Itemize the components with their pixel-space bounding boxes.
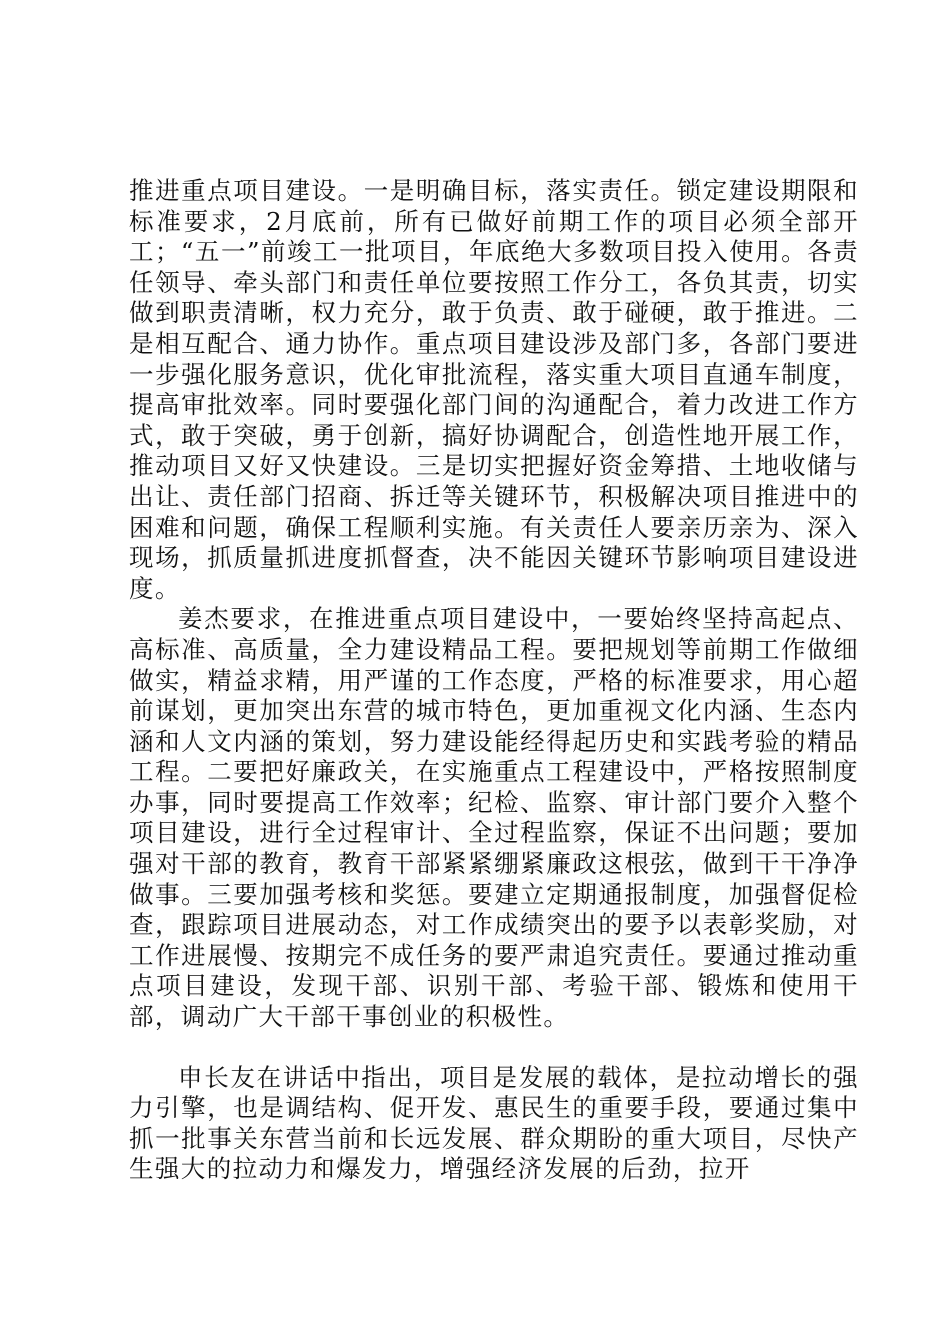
paragraph-2: 姜杰要求，在推进重点项目建设中，一要始终坚持高起点、高标准、高质量，全力建设精品工程。要把规划等前期工作做细做实，精益求精，用严谨的工作态度，严格的标准要求，用心超前谋划，更加突出东营的城市特色，更加重视文化内涵、生态内涵和人文内涵的策划，努力建设能经得起历史和实践考验的精品工程。二要把好廉政关，在实施重点工程建设中，严格按照制度办事，同时要提高工作效率；纪检、监察、审计部门要介入整个项目建设，进行全过程审计、全过程监察，保证不出问题；要加强对干部的教育，教育干部紧紧绷紧廉政这根弦，做到干干净净做事。三要加强考核和奖惩。要建立定期通报制度，加强督促检查，跟踪项目进展动态，对工作成绩突出的要予以表彰奖励，对工作进展慢、按期完不成任务的要严肃追究责任。要通过推动重点项目建设，发现干部、识别干部、考验干部、锻炼和使用干部，调动广大干部干事创业的积极性。 [129, 604, 859, 1032]
document-body [129, 176, 859, 1185]
paragraph-1: 推进重点项目建设。一是明确目标，落实责任。锁定建设期限和标准要求，2月底前，所有已做好前期工作的项目必须全部开工；“五一”前竣工一批项目，年底绝大多数项目投入使用。各责任领导、牵头部门和责任单位要按照工作分工，各负其责，切实做到职责清晰，权力充分，敢于负责、敢于碰硬，敢于推进。二是相互配合、通力协作。重点项目建设涉及部门多，各部门要进一步强化服务意识，优化审批流程，落实重大项目直通车制度，提高审批效率。同时要强化部门间的沟通配合，着力改进工作方式，敢于突破，勇于创新，搞好协调配合，创造性地开展工作，推动项目又好又快建设。三是切实把握好资金筹措、土地收储与出让、责任部门招商、拆迁等关键环节，积极解决项目推进中的困难和问题，确保工程顺利实施。有关责任人要亲历亲为、深入现场，抓质量抓进度抓督查，决不能因关键环节影响项目建设进度。 [129, 176, 859, 603]
paragraph-3: 申长友在讲话中指出，项目是发展的载体，是拉动增长的强力引擎，也是调结构、促开发、惠民生的重要手段，要通过集中抓一批事关东营当前和长远发展、群众期盼的重大项目，尽快产生强大的拉动力和爆发力，增强经济发展的后劲，拉开 [129, 1062, 859, 1184]
